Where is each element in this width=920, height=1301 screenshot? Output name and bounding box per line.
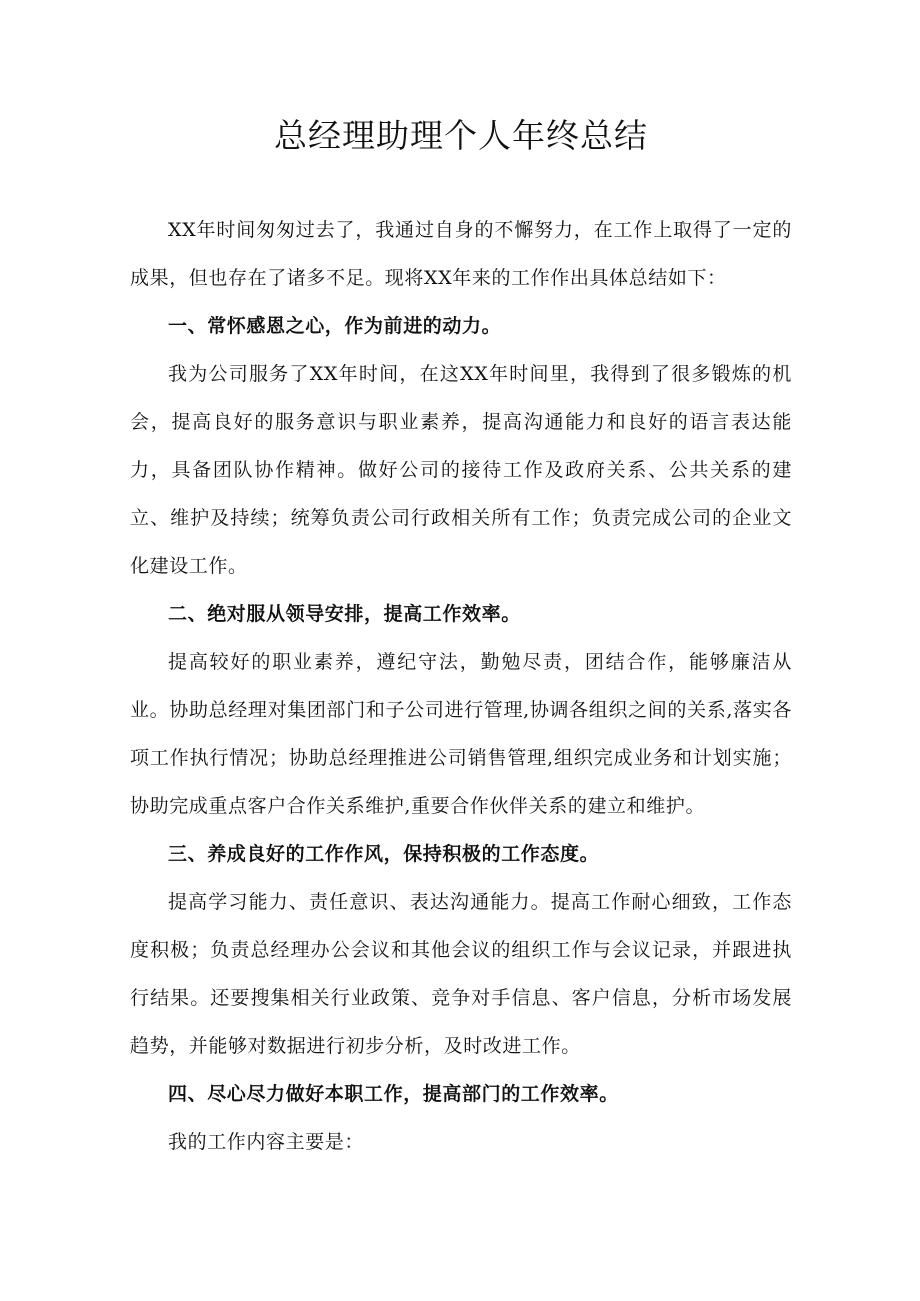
section-1-paragraph: 我为公司服务了XX年时间，在这XX年时间里，我得到了很多锻炼的机会，提高良好的服务意识与职业素养，提高沟通能力和良好的语言表达能力，具备团队协作精神。做好公司的接待工作及政府关系、公共关系的建立、维护及持续；统筹负责公司行政相关所有工作；负责完成公司的企业文化建设工作。	[130, 363, 792, 577]
document-page	[130, 0, 792, 1166]
section-4-heading: 四、尽心尽力做好本职工作，提高部门的工作效率。	[168, 1083, 619, 1105]
section-2-heading: 二、绝对服从领导安排，提高工作效率。	[168, 603, 521, 625]
document-title: 总经理助理个人年终总结	[274, 116, 648, 155]
section-3-heading: 三、养成良好的工作作风，保持积极的工作态度。	[168, 843, 600, 865]
section-3-paragraph: 提高学习能力、责任意识、表达沟通能力。提高工作耐心细致，工作态度积极；负责总经理办公会议和其他会议的组织工作与会议记录，并跟进执行结果。还要搜集相关行业政策、竞争对手信息、客户信息，分析市场发展趋势，并能够对数据进行初步分析，及时改进工作。	[130, 891, 792, 1057]
document-body	[130, 206, 792, 1166]
intro-paragraph: XX年时间匆匆过去了，我通过自身的不懈努力，在工作上取得了一定的成果，但也存在了诸多不足。现将XX年来的工作作出具体总结如下：	[130, 219, 792, 289]
section-1-heading: 一、常怀感恩之心，作为前进的动力。	[168, 315, 502, 337]
section-4-paragraph: 我的工作内容主要是：	[168, 1131, 365, 1153]
section-2-paragraph: 提高较好的职业素养，遵纪守法，勤勉尽责，团结合作，能够廉洁从业。协助总经理对集团部门和子公司进行管理,协调各组织之间的关系,落实各项工作执行情况；协助总经理推进公司销售管理,组织完成业务和计划实施；协助完成重点客户合作关系维护,重要合作伙伴关系的建立和维护。	[130, 651, 792, 817]
